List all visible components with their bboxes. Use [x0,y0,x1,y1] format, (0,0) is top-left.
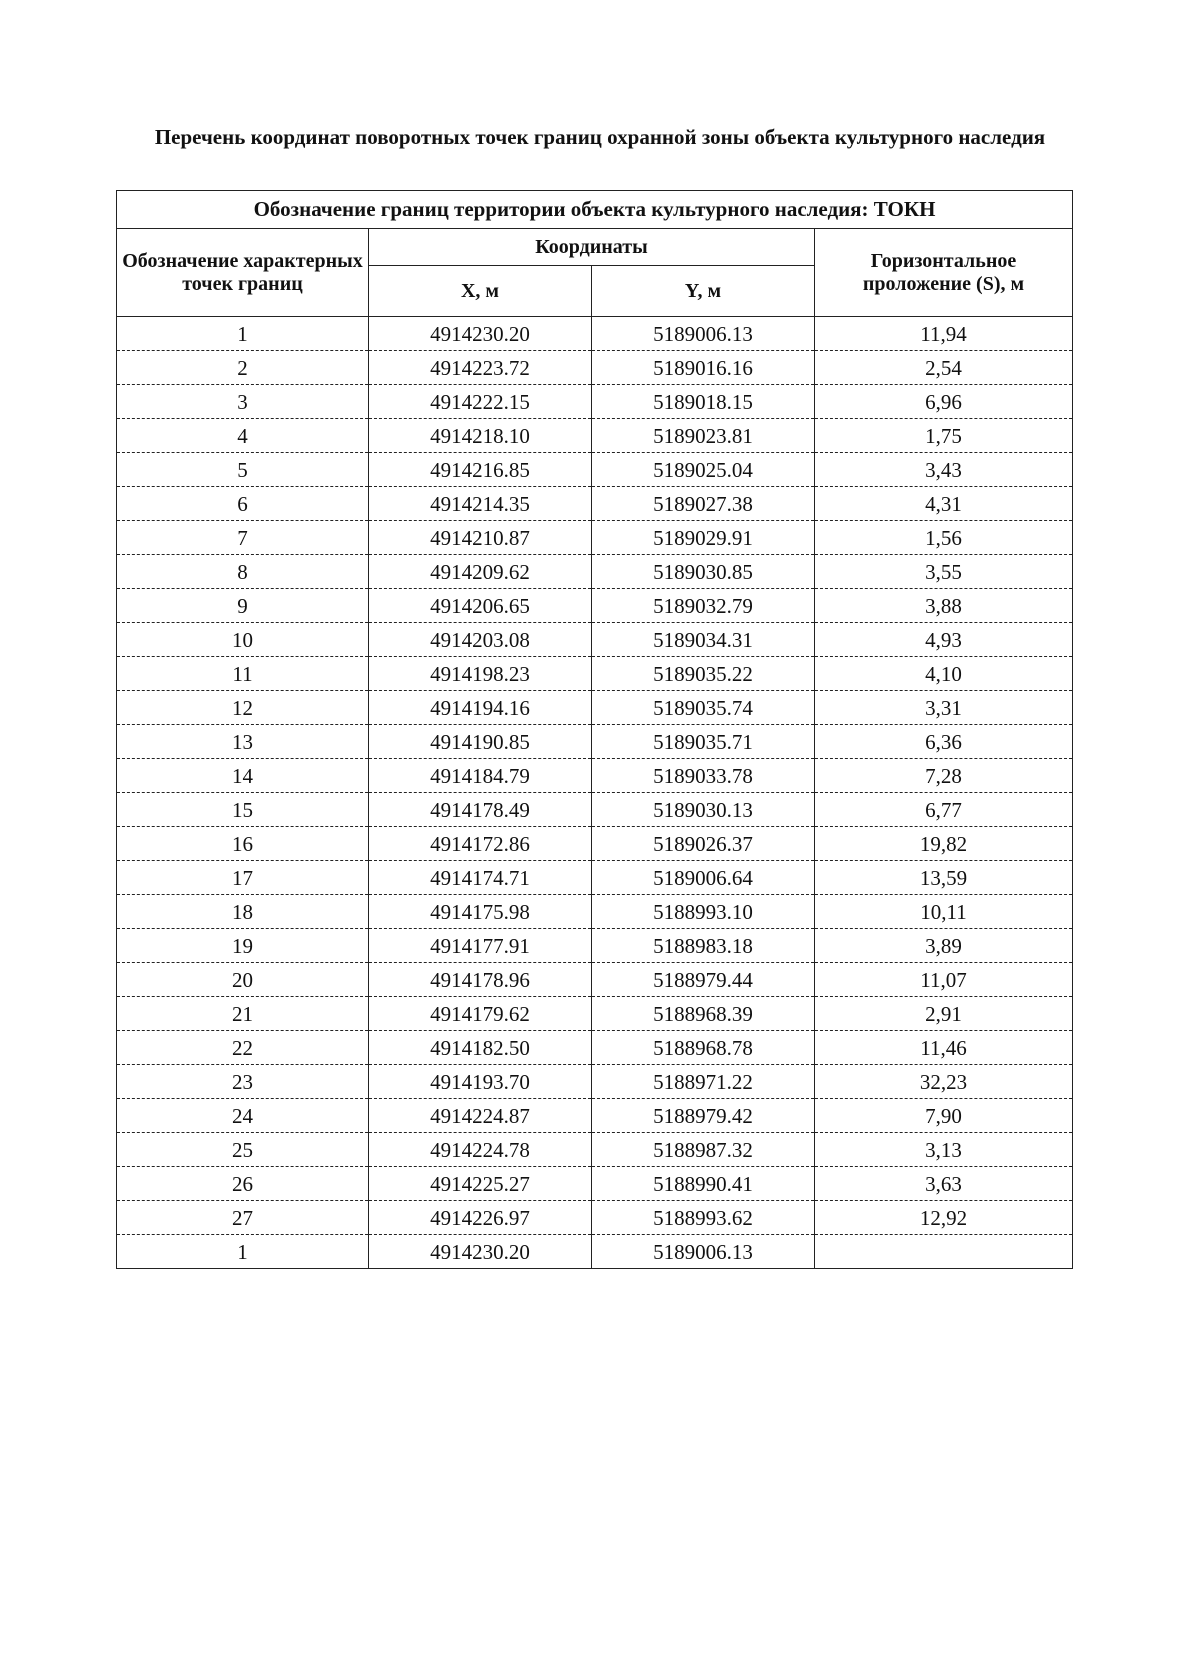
table-row [117,895,1073,929]
cell-x: 4914177.91 [369,929,592,963]
table-row [117,555,1073,589]
header-point: Обозначение характерных точек границ [117,229,369,317]
cell-point: 18 [117,895,369,929]
cell-x: 4914193.70 [369,1065,592,1099]
cell-point: 22 [117,1031,369,1065]
cell-distance: 10,11 [815,895,1073,929]
cell-distance: 2,54 [815,351,1073,385]
cell-y: 5188979.42 [592,1099,815,1133]
table-row [117,827,1073,861]
cell-y: 5189026.37 [592,827,815,861]
cell-x: 4914230.20 [369,1235,592,1269]
table-row [117,1099,1073,1133]
table-row [117,929,1073,963]
table-row [117,1065,1073,1099]
cell-x: 4914210.87 [369,521,592,555]
table-body [117,317,1073,1269]
cell-distance: 3,43 [815,453,1073,487]
table-row [117,453,1073,487]
cell-distance: 3,88 [815,589,1073,623]
table-row [117,419,1073,453]
table-row [117,351,1073,385]
cell-distance: 11,07 [815,963,1073,997]
cell-y: 5188971.22 [592,1065,815,1099]
cell-distance: 2,91 [815,997,1073,1031]
cell-distance: 12,92 [815,1201,1073,1235]
cell-x: 4914222.15 [369,385,592,419]
cell-distance: 32,23 [815,1065,1073,1099]
cell-x: 4914218.10 [369,419,592,453]
cell-x: 4914174.71 [369,861,592,895]
cell-x: 4914209.62 [369,555,592,589]
cell-y: 5189023.81 [592,419,815,453]
table-row [117,1031,1073,1065]
table-row [117,997,1073,1031]
cell-y: 5189033.78 [592,759,815,793]
cell-y: 5188993.10 [592,895,815,929]
cell-point: 10 [117,623,369,657]
cell-x: 4914224.87 [369,1099,592,1133]
cell-distance: 6,77 [815,793,1073,827]
cell-x: 4914184.79 [369,759,592,793]
cell-x: 4914172.86 [369,827,592,861]
table-row [117,725,1073,759]
cell-distance: 7,28 [815,759,1073,793]
cell-y: 5189006.13 [592,317,815,351]
table-row [117,1167,1073,1201]
cell-y: 5189032.79 [592,589,815,623]
cell-x: 4914178.49 [369,793,592,827]
page-title: Перечень координат поворотных точек границ охранной зоны объекта культурного наследия [154,125,1046,149]
cell-y: 5189034.31 [592,623,815,657]
cell-x: 4914190.85 [369,725,592,759]
cell-distance: 19,82 [815,827,1073,861]
cell-x: 4914225.27 [369,1167,592,1201]
cell-distance: 4,31 [815,487,1073,521]
cell-x: 4914224.78 [369,1133,592,1167]
cell-y: 5189029.91 [592,521,815,555]
cell-point: 24 [117,1099,369,1133]
cell-y: 5189006.13 [592,1235,815,1269]
cell-point: 20 [117,963,369,997]
table-row [117,487,1073,521]
cell-y: 5188993.62 [592,1201,815,1235]
table-row [117,623,1073,657]
cell-distance: 3,63 [815,1167,1073,1201]
table-row [117,657,1073,691]
cell-y: 5188979.44 [592,963,815,997]
cell-distance: 4,10 [815,657,1073,691]
cell-distance: 6,36 [815,725,1073,759]
cell-point: 17 [117,861,369,895]
cell-distance: 11,94 [815,317,1073,351]
cell-distance: 11,46 [815,1031,1073,1065]
cell-point: 23 [117,1065,369,1099]
table-row [117,521,1073,555]
table-row [117,759,1073,793]
cell-point: 14 [117,759,369,793]
coordinates-table [116,190,1073,1269]
cell-point: 27 [117,1201,369,1235]
cell-x: 4914206.65 [369,589,592,623]
cell-distance: 13,59 [815,861,1073,895]
cell-distance [815,1235,1073,1269]
table-row [117,963,1073,997]
cell-point: 21 [117,997,369,1031]
cell-x: 4914178.96 [369,963,592,997]
cell-point: 4 [117,419,369,453]
cell-point: 2 [117,351,369,385]
cell-y: 5189018.15 [592,385,815,419]
cell-y: 5189006.64 [592,861,815,895]
header-coordinates: Координаты [369,229,815,266]
cell-y: 5189027.38 [592,487,815,521]
table-row [117,1133,1073,1167]
cell-y: 5188968.78 [592,1031,815,1065]
cell-point: 26 [117,1167,369,1201]
cell-point: 1 [117,317,369,351]
cell-y: 5188990.41 [592,1167,815,1201]
table-caption: Обозначение границ территории объекта культурного наследия: ТОКН [117,191,1073,229]
cell-distance: 7,90 [815,1099,1073,1133]
header-y: Y, м [592,266,815,317]
cell-y: 5189035.74 [592,691,815,725]
cell-x: 4914175.98 [369,895,592,929]
cell-point: 9 [117,589,369,623]
cell-y: 5189025.04 [592,453,815,487]
table-row [117,385,1073,419]
cell-x: 4914203.08 [369,623,592,657]
cell-x: 4914214.35 [369,487,592,521]
cell-y: 5189016.16 [592,351,815,385]
table-row [117,861,1073,895]
table-row [117,1235,1073,1269]
cell-x: 4914216.85 [369,453,592,487]
cell-point: 1 [117,1235,369,1269]
cell-point: 15 [117,793,369,827]
cell-distance: 1,75 [815,419,1073,453]
table-row [117,793,1073,827]
table-row [117,1201,1073,1235]
cell-point: 11 [117,657,369,691]
cell-distance: 4,93 [815,623,1073,657]
cell-y: 5189030.85 [592,555,815,589]
cell-point: 13 [117,725,369,759]
cell-x: 4914230.20 [369,317,592,351]
cell-point: 6 [117,487,369,521]
header-distance: Горизонтальное проложение (S), м [815,229,1073,317]
cell-distance: 3,55 [815,555,1073,589]
cell-y: 5188987.32 [592,1133,815,1167]
cell-x: 4914179.62 [369,997,592,1031]
cell-y: 5189035.22 [592,657,815,691]
cell-y: 5188983.18 [592,929,815,963]
cell-point: 3 [117,385,369,419]
table-row [117,589,1073,623]
table-row [117,691,1073,725]
cell-point: 8 [117,555,369,589]
cell-x: 4914226.97 [369,1201,592,1235]
cell-point: 12 [117,691,369,725]
table-row [117,317,1073,351]
cell-distance: 3,31 [815,691,1073,725]
cell-y: 5189035.71 [592,725,815,759]
cell-distance: 3,13 [815,1133,1073,1167]
cell-x: 4914223.72 [369,351,592,385]
cell-x: 4914198.23 [369,657,592,691]
cell-distance: 6,96 [815,385,1073,419]
cell-x: 4914194.16 [369,691,592,725]
cell-distance: 1,56 [815,521,1073,555]
cell-x: 4914182.50 [369,1031,592,1065]
cell-point: 7 [117,521,369,555]
cell-point: 16 [117,827,369,861]
cell-y: 5188968.39 [592,997,815,1031]
cell-y: 5189030.13 [592,793,815,827]
cell-distance: 3,89 [815,929,1073,963]
cell-point: 25 [117,1133,369,1167]
cell-point: 5 [117,453,369,487]
cell-point: 19 [117,929,369,963]
header-x: X, м [369,266,592,317]
